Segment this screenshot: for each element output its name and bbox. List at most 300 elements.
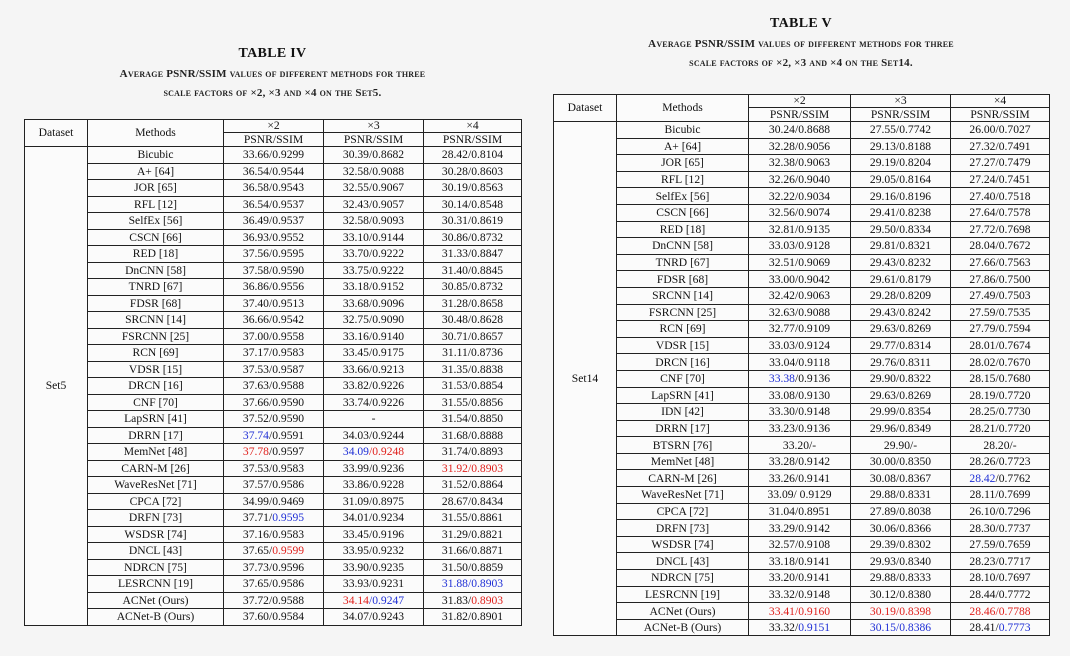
value-segment: 28.25/0.7730 [969, 405, 1031, 419]
value-segment: 33.32/0.9148 [768, 587, 831, 601]
value-cell-x4 [424, 378, 522, 395]
table-row [25, 295, 522, 312]
value-segment: 32.51/0.9069 [768, 256, 831, 270]
value-cell-x2 [749, 536, 851, 553]
value-segment: 33.75/0.9222 [342, 263, 405, 277]
value-segment: 37.71/ [242, 511, 273, 525]
value-cell-x3 [851, 619, 951, 636]
table-row [554, 570, 1050, 587]
value-cell-x3 [851, 404, 951, 421]
value-segment: 32.42/0.9063 [768, 289, 831, 303]
metric-header: PSNR/SSIM [224, 133, 324, 147]
table-row [25, 229, 522, 246]
value-segment: 28.21/0.7720 [969, 421, 1031, 435]
value-segment: 33.30/0.9148 [768, 405, 831, 419]
value-cell-x3 [851, 570, 951, 587]
value-cell-x3 [851, 204, 951, 221]
value-segment: 31.35/0.8838 [441, 362, 504, 376]
value-segment: 30.85/0.8732 [441, 280, 504, 294]
metric-header: PSNR/SSIM [851, 108, 951, 122]
value-cell-x2 [224, 394, 324, 411]
value-cell-x2 [224, 609, 324, 626]
value-segment: 32.63/0.9088 [768, 305, 831, 319]
value-cell-x3 [324, 229, 424, 246]
value-segment: 34.09 [342, 445, 369, 459]
table-row [25, 163, 522, 180]
value-cell-x2 [749, 155, 851, 172]
table-row [25, 279, 522, 296]
value-cell-x4 [951, 603, 1050, 620]
table-row [554, 254, 1050, 271]
value-cell-x3 [324, 361, 424, 378]
method-cell: SRCNN [14] [617, 287, 749, 304]
value-cell-x2 [749, 586, 851, 603]
value-segment: 33.82/0.9226 [342, 379, 405, 393]
value-cell-x3 [324, 559, 424, 576]
table-row [554, 453, 1050, 470]
method-cell: MemNet [48] [617, 453, 749, 470]
value-segment: 33.03/0.9124 [768, 339, 831, 353]
value-segment: 37.40/0.9513 [242, 296, 305, 310]
value-cell-x4 [951, 254, 1050, 271]
table-row [554, 221, 1050, 238]
scale-x2-header: ×2 [749, 95, 851, 108]
table-row [25, 328, 522, 345]
value-segment: 28.67/0.8434 [441, 494, 504, 508]
value-cell-x2 [749, 520, 851, 537]
method-cell: DNCL [43] [88, 543, 224, 560]
value-segment: 37.00/0.9558 [242, 329, 305, 343]
table-row [25, 345, 522, 362]
value-segment: 37.17/0.9583 [242, 346, 305, 360]
value-cell-x3 [851, 337, 951, 354]
value-cell-x3 [324, 510, 424, 527]
method-cell: DRCN [16] [88, 378, 224, 395]
method-cell: SelfEx [56] [88, 213, 224, 230]
value-segment: 33.45/0.9175 [342, 346, 405, 360]
value-cell-x3 [851, 553, 951, 570]
table-row [554, 337, 1050, 354]
value-segment: 32.57/0.9108 [768, 538, 831, 552]
value-segment: 30.86/0.8732 [441, 230, 504, 244]
value-cell-x4 [951, 503, 1050, 520]
value-cell-x2 [749, 321, 851, 338]
value-segment: 28.10/0.7697 [969, 571, 1031, 585]
method-cell: CNF [70] [88, 394, 224, 411]
value-segment: 30.00/0.8350 [869, 455, 932, 469]
value-segment: 33.03/0.9128 [768, 239, 831, 253]
value-cell-x4 [951, 204, 1050, 221]
value-segment: 32.58/0.9093 [342, 214, 405, 228]
value-segment: 0.9248 [372, 445, 405, 459]
method-cell: CPCA [72] [617, 503, 749, 520]
method-cell: LapSRN [41] [88, 411, 224, 428]
value-cell-x2 [224, 411, 324, 428]
value-segment: 29.90/- [883, 438, 918, 452]
table-row [554, 304, 1050, 321]
method-cell: RCN [69] [617, 321, 749, 338]
method-cell: NDRCN [75] [88, 559, 224, 576]
value-cell-x2 [224, 526, 324, 543]
value-segment: 37.78 [242, 445, 269, 459]
value-segment: 37.57/0.9586 [242, 478, 305, 492]
method-cell: LapSRN [41] [617, 387, 749, 404]
value-segment: 31.11/0.8736 [442, 346, 503, 360]
value-segment: 30.14/0.8548 [441, 197, 504, 211]
value-segment: 31.66/0.8871 [441, 544, 504, 558]
value-segment: 33.38 [768, 372, 795, 386]
value-segment: 34.14 [342, 593, 369, 607]
value-cell-x4 [424, 444, 522, 461]
value-segment: 29.88/0.8333 [869, 571, 932, 585]
value-segment: 29.88/0.8331 [869, 488, 932, 502]
value-cell-x4 [424, 559, 522, 576]
table-row [554, 387, 1050, 404]
value-segment: 33.99/0.9236 [342, 461, 405, 475]
value-segment: 34.07/0.9243 [342, 610, 405, 624]
value-cell-x4 [951, 238, 1050, 255]
method-cell: MemNet [48] [88, 444, 224, 461]
method-cell: RED [18] [617, 221, 749, 238]
value-segment: 32.77/0.9109 [768, 322, 831, 336]
value-cell-x3 [324, 246, 424, 263]
value-cell-x3 [324, 493, 424, 510]
value-cell-x3 [324, 312, 424, 329]
method-cell: JOR [65] [88, 180, 224, 197]
value-cell-x4 [951, 453, 1050, 470]
value-segment: 37.53/0.9583 [242, 461, 305, 475]
value-segment: 29.93/0.8340 [869, 554, 932, 568]
value-cell-x3 [851, 470, 951, 487]
value-segment: 33.68/0.9096 [342, 296, 405, 310]
value-cell-x3 [324, 394, 424, 411]
scale-x3-header: ×3 [324, 120, 424, 133]
table-row [25, 180, 522, 197]
value-segment: 28.42/0.8104 [441, 148, 504, 162]
value-segment: 29.39/0.8302 [869, 538, 932, 552]
value-cell-x3 [324, 213, 424, 230]
method-cell: RCN [69] [88, 345, 224, 362]
scale-x4-header: ×4 [951, 95, 1050, 108]
value-cell-x4 [951, 271, 1050, 288]
value-segment: 28.19/0.7720 [969, 388, 1031, 402]
value-segment: 31.33/0.8847 [441, 247, 504, 261]
value-segment: 30.15/0.8386 [869, 621, 932, 635]
value-segment: 30.28/0.8603 [441, 164, 504, 178]
value-cell-x4 [951, 420, 1050, 437]
table-row [25, 493, 522, 510]
table-iv-title: TABLE IV [238, 46, 307, 61]
value-segment: 28.23/0.7717 [969, 554, 1031, 568]
value-cell-x2 [749, 138, 851, 155]
table-row [554, 354, 1050, 371]
value-segment: 32.28/0.9056 [768, 139, 831, 153]
value-segment: 33.08/0.9130 [768, 388, 831, 402]
table-iv-caption [24, 65, 521, 103]
value-segment: 36.66/0.9542 [242, 313, 305, 327]
value-cell-x3 [851, 520, 951, 537]
value-cell-x4 [424, 510, 522, 527]
table-row [25, 609, 522, 626]
value-cell-x3 [324, 427, 424, 444]
method-cell: TNRD [67] [88, 279, 224, 296]
value-cell-x2 [749, 204, 851, 221]
table-row [25, 592, 522, 609]
value-segment: 30.39/0.8682 [342, 148, 405, 162]
value-segment: 0.9151 [798, 621, 831, 635]
value-segment: 29.99/0.8354 [869, 405, 932, 419]
method-cell: A+ [64] [617, 138, 749, 155]
value-segment: 0.9595 [272, 511, 305, 525]
value-segment: /0.9247 [368, 593, 405, 607]
method-cell: WSDSR [74] [88, 526, 224, 543]
table-row [554, 536, 1050, 553]
value-cell-x3 [851, 453, 951, 470]
value-cell-x4 [424, 229, 522, 246]
method-cell: Bicubic [88, 147, 224, 164]
method-cell: CNF [70] [617, 370, 749, 387]
value-cell-x3 [324, 460, 424, 477]
value-cell-x3 [851, 536, 951, 553]
value-cell-x3 [851, 138, 951, 155]
table-row [554, 404, 1050, 421]
value-segment: 29.81/0.8321 [869, 239, 932, 253]
value-cell-x4 [951, 487, 1050, 504]
method-cell: BTSRN [76] [617, 437, 749, 454]
value-cell-x3 [324, 543, 424, 560]
value-segment: 33.29/0.9142 [768, 521, 831, 535]
table-row [25, 147, 522, 164]
value-cell-x2 [224, 361, 324, 378]
value-cell-x2 [749, 238, 851, 255]
value-segment: 27.49/0.7503 [969, 289, 1031, 303]
value-segment: 31.53/0.8854 [441, 379, 504, 393]
value-segment: 33.66/0.9299 [242, 148, 305, 162]
value-cell-x4 [424, 262, 522, 279]
value-cell-x4 [424, 460, 522, 477]
table-row [554, 520, 1050, 537]
value-segment: 37.53/0.9587 [242, 362, 305, 376]
value-segment: 31.50/0.8859 [441, 560, 504, 574]
value-cell-x4 [424, 246, 522, 263]
table-row [554, 503, 1050, 520]
method-cell: VDSR [15] [617, 337, 749, 354]
value-cell-x3 [324, 262, 424, 279]
value-cell-x3 [851, 603, 951, 620]
method-cell: DNCL [43] [617, 553, 749, 570]
table-row [554, 171, 1050, 188]
value-cell-x2 [749, 603, 851, 620]
value-segment: 30.48/0.8628 [441, 313, 504, 327]
value-segment: 33.23/0.9136 [768, 421, 831, 435]
method-cell: NDRCN [75] [617, 570, 749, 587]
value-segment: 30.24/0.8688 [768, 123, 831, 137]
value-cell-x4 [951, 536, 1050, 553]
value-cell-x4 [951, 122, 1050, 139]
value-segment: 31.28/0.8658 [441, 296, 504, 310]
value-segment: 29.05/0.8164 [869, 173, 932, 187]
table-row [25, 444, 522, 461]
value-segment: 31.52/0.8864 [441, 478, 504, 492]
value-cell-x2 [749, 420, 851, 437]
value-segment: 33.20/- [782, 438, 817, 452]
value-segment: 28.26/0.7723 [969, 455, 1031, 469]
value-segment: 31.68/0.8888 [441, 428, 504, 442]
value-segment: 30.19/0.8398 [869, 604, 932, 618]
value-segment: 29.43/0.8232 [869, 256, 932, 270]
value-segment: 29.63/0.8269 [869, 388, 932, 402]
value-segment: 33.74/0.9226 [342, 395, 405, 409]
value-cell-x4 [951, 287, 1050, 304]
value-cell-x3 [851, 238, 951, 255]
method-cell: CSCN [66] [88, 229, 224, 246]
table-row [25, 213, 522, 230]
value-cell-x2 [224, 427, 324, 444]
value-segment: /0.9591 [268, 428, 305, 442]
value-segment: 33.10/0.9144 [342, 230, 405, 244]
value-cell-x4 [424, 328, 522, 345]
method-cell: RED [18] [88, 246, 224, 263]
value-segment: 37.73/0.9596 [242, 560, 305, 574]
table-row [25, 477, 522, 494]
value-cell-x4 [424, 427, 522, 444]
value-segment: 28.11/0.7699 [969, 488, 1031, 502]
value-cell-x2 [749, 254, 851, 271]
table-row [554, 420, 1050, 437]
value-cell-x4 [951, 188, 1050, 205]
table-row [25, 246, 522, 263]
value-cell-x2 [749, 221, 851, 238]
table-row [554, 122, 1050, 139]
method-cell: CSCN [66] [617, 204, 749, 221]
value-segment: 32.56/0.9074 [768, 206, 831, 220]
value-segment: 27.24/0.7451 [969, 173, 1031, 187]
table-iv-caption-line1: Average PSNR/SSIM values of different methods for three [119, 68, 426, 80]
value-segment: 31.04/0.8951 [768, 504, 831, 518]
table-row [554, 370, 1050, 387]
value-segment: 28.02/0.7670 [969, 355, 1031, 369]
value-cell-x2 [224, 328, 324, 345]
metric-header: PSNR/SSIM [749, 108, 851, 122]
value-cell-x3 [324, 411, 424, 428]
method-cell: FSRCNN [25] [88, 328, 224, 345]
value-segment: 29.19/0.8204 [869, 156, 932, 170]
method-cell: VDSR [15] [88, 361, 224, 378]
value-segment: 33.20/0.9141 [768, 571, 831, 585]
value-segment: 29.90/0.8322 [869, 372, 932, 386]
value-cell-x2 [224, 543, 324, 560]
method-cell: DRFN [73] [617, 520, 749, 537]
value-cell-x2 [749, 122, 851, 139]
value-cell-x4 [424, 361, 522, 378]
dataset-cell: Set14 [554, 122, 617, 636]
value-cell-x3 [851, 171, 951, 188]
value-segment: 30.06/0.8366 [869, 521, 932, 535]
table-v-caption-line2: scale factors of ×2, ×3 and ×4 on the Set14. [689, 57, 913, 69]
value-cell-x2 [224, 378, 324, 395]
table-v-title: TABLE V [770, 16, 832, 31]
table-row [25, 460, 522, 477]
method-cell: ACNet (Ours) [617, 603, 749, 620]
method-cell: FDSR [68] [617, 271, 749, 288]
value-cell-x2 [224, 510, 324, 527]
method-cell: FDSR [68] [88, 295, 224, 312]
value-segment: 33.26/0.9141 [768, 471, 831, 485]
value-segment: 31.54/0.8850 [441, 412, 504, 426]
value-cell-x4 [951, 619, 1050, 636]
table-row [25, 510, 522, 527]
method-cell: FSRCNN [25] [617, 304, 749, 321]
value-segment: 0.8903 [471, 593, 504, 607]
metric-header: PSNR/SSIM [324, 133, 424, 147]
value-cell-x4 [951, 404, 1050, 421]
value-segment: 37.52/0.9590 [242, 412, 305, 426]
value-cell-x2 [749, 619, 851, 636]
method-cell: IDN [42] [617, 404, 749, 421]
value-segment: 28.15/0.7680 [969, 372, 1031, 386]
value-cell-x3 [851, 287, 951, 304]
value-segment: 36.54/0.9544 [242, 164, 305, 178]
value-segment: 31.55/0.8861 [441, 511, 504, 525]
table-row [554, 553, 1050, 570]
method-cell: CARN-M [26] [617, 470, 749, 487]
value-cell-x2 [224, 246, 324, 263]
value-cell-x3 [851, 321, 951, 338]
value-cell-x2 [749, 271, 851, 288]
value-segment: 29.43/0.8242 [869, 305, 932, 319]
value-segment: 26.00/0.7027 [969, 123, 1031, 137]
value-cell-x3 [324, 592, 424, 609]
value-segment: 29.41/0.8238 [869, 206, 932, 220]
value-cell-x3 [851, 586, 951, 603]
value-cell-x3 [324, 180, 424, 197]
value-segment: 33.16/0.9140 [342, 329, 405, 343]
method-cell: ACNet-B (Ours) [88, 609, 224, 626]
value-segment: 28.30/0.7737 [969, 521, 1031, 535]
value-cell-x4 [951, 553, 1050, 570]
value-segment: 37.58/0.9590 [242, 263, 305, 277]
value-segment: 28.46/0.7788 [969, 604, 1031, 618]
table-row [25, 543, 522, 560]
value-cell-x2 [224, 576, 324, 593]
table-row [25, 361, 522, 378]
value-cell-x2 [749, 453, 851, 470]
value-cell-x3 [851, 503, 951, 520]
value-cell-x2 [224, 559, 324, 576]
table-row [554, 155, 1050, 172]
table-row [25, 312, 522, 329]
value-cell-x2 [749, 437, 851, 454]
value-cell-x3 [324, 163, 424, 180]
value-cell-x3 [324, 345, 424, 362]
table-v-caption-line1: Average PSNR/SSIM values of different methods for three [648, 38, 954, 50]
value-segment: 28.20/- [983, 438, 1017, 452]
value-cell-x3 [851, 437, 951, 454]
value-cell-x3 [851, 122, 951, 139]
method-cell: DRRN [17] [617, 420, 749, 437]
value-cell-x4 [424, 312, 522, 329]
table-row [554, 271, 1050, 288]
value-segment: 32.55/0.9067 [342, 181, 405, 195]
value-segment: 32.81/0.9135 [768, 222, 831, 236]
value-cell-x3 [851, 221, 951, 238]
table-row [25, 394, 522, 411]
value-cell-x4 [424, 543, 522, 560]
value-cell-x4 [951, 138, 1050, 155]
value-segment: 34.03/0.9244 [342, 428, 405, 442]
value-segment: 30.12/0.8380 [869, 587, 932, 601]
value-cell-x2 [749, 570, 851, 587]
